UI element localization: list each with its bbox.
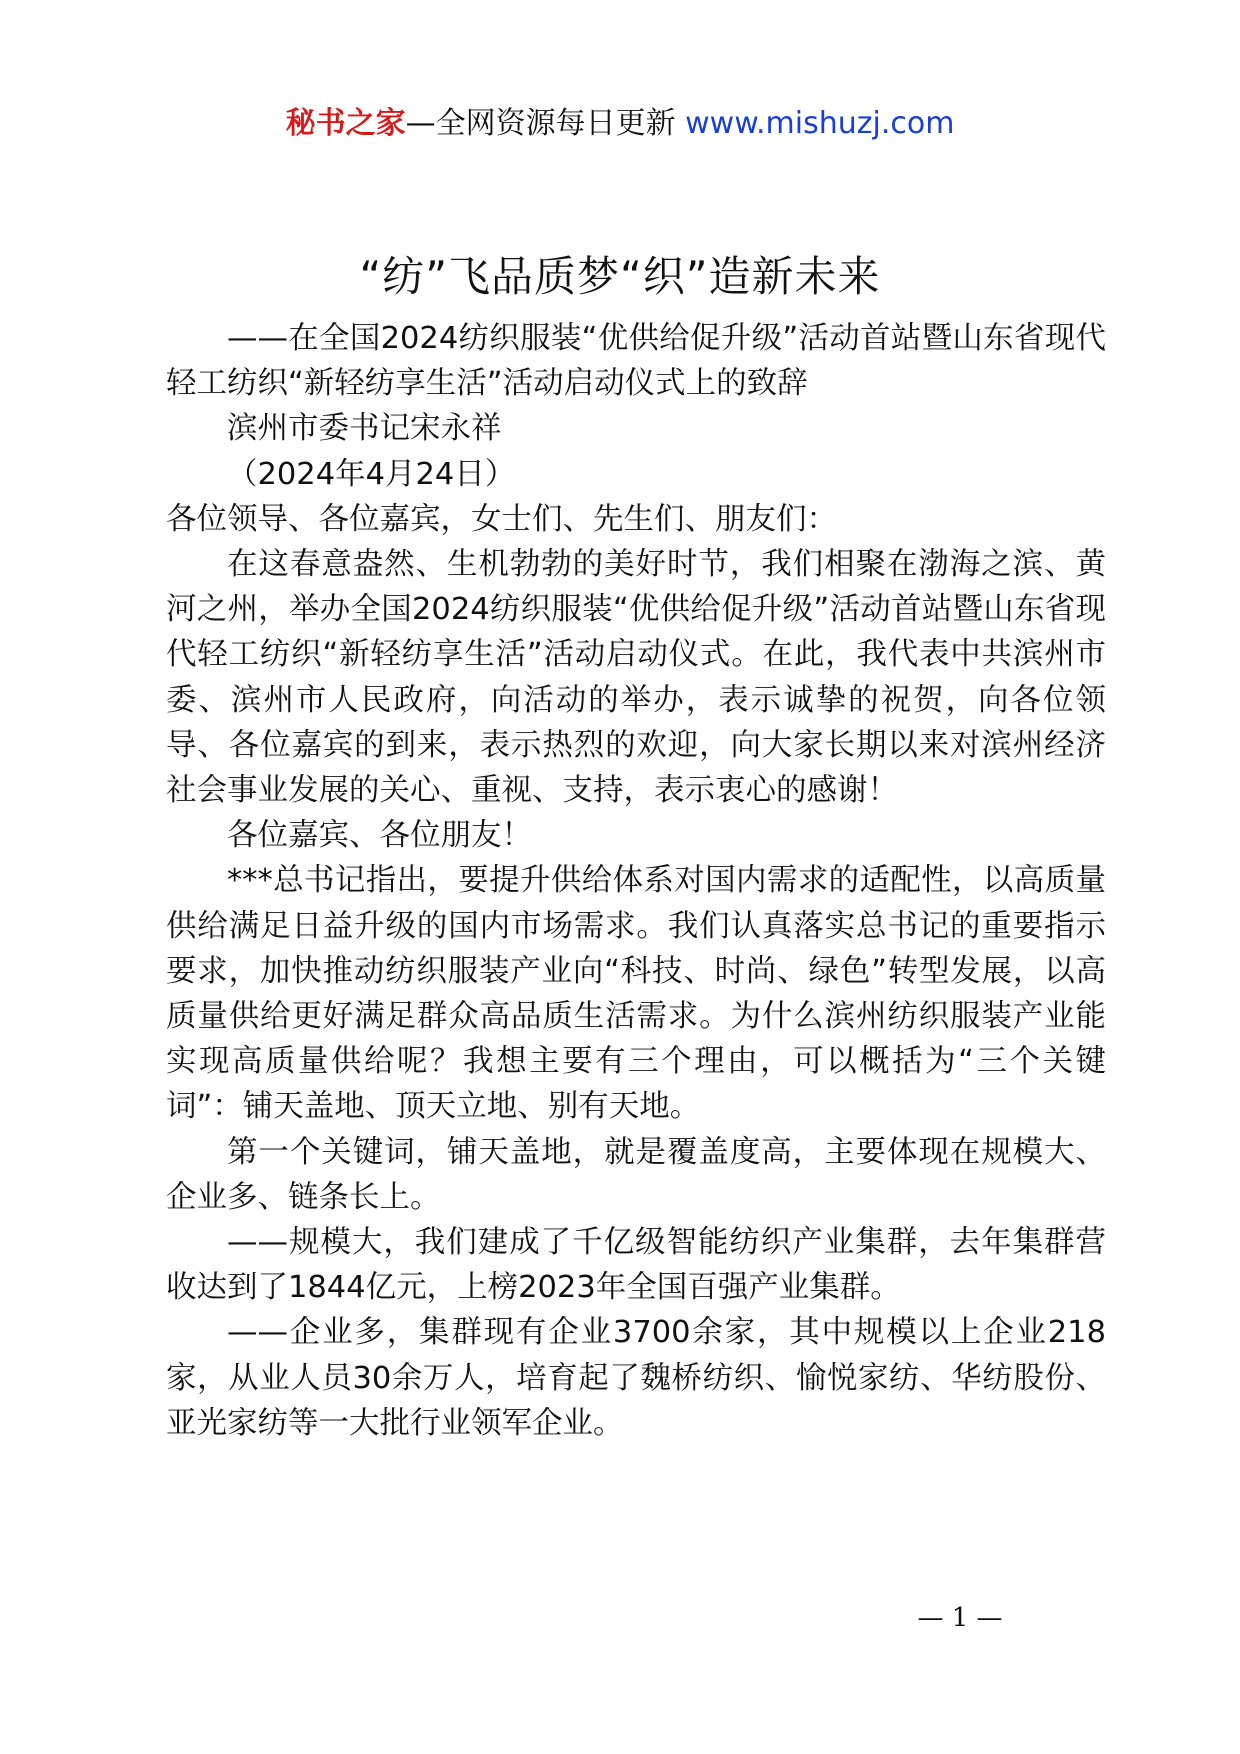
document-title: “纺”飞品质梦“织”造新未来 <box>359 252 881 301</box>
site-header <box>0 100 1240 148</box>
document-subtitle: ——在全国2024纺织服装“优供给促升级”活动首站暨山东省现代轻工纺织“新轻纺享生活”活动启动仪式上的致辞 <box>166 321 1106 402</box>
site-brand: 秘书之家 <box>285 106 406 141</box>
body-paragraph: ——规模大，我们建成了千亿级智能纺织产业集群，去年集群营收达到了1844亿元，上榜2023年全国百强产业集群。 <box>166 1225 1106 1306</box>
site-url-link[interactable]: www.mishuzj.com <box>685 106 955 141</box>
body-paragraph: 第一个关键词，铺天盖地，就是覆盖度高，主要体现在规模大、企业多、链条长上。 <box>166 1134 1106 1215</box>
body-paragraph: 各位嘉宾、各位朋友！ <box>227 818 532 854</box>
document-author: 滨州市委书记宋永祥 <box>227 411 502 447</box>
document-body <box>166 316 1106 1446</box>
body-paragraph: ***总书记指出，要提升供给体系对国内需求的适配性，以高质量供给满足日益升级的国内市场需求。我们认真落实总书记的重要指示要求，加快推动纺织服装产业向“科技、时尚、绿色”转型发展，以高质量供给更好满足群众高品质生活需求。为什么滨州纺织服装产业能实现高质量供给呢？我想主要有三个理由，可以概括为“三个关键词”：铺天盖地、顶天立地、别有天地。 <box>166 863 1106 1125</box>
body-paragraph: ——企业多，集群现有企业3700余家，其中规模以上企业218家，从业人员30余万人，培育起了魏桥纺织、愉悦家纺、华纺股份、亚光家纺等一大批行业领军企业。 <box>166 1315 1106 1441</box>
page-number: — 1 — <box>917 1603 1003 1633</box>
document-date: （2024年4月24日） <box>227 456 516 492</box>
site-tagline: —全网资源每日更新 <box>405 106 676 141</box>
body-paragraph: 在这春意盎然、生机勃勃的美好时节，我们相聚在渤海之滨、黄河之州，举办全国2024纺织服装“优供给促升级”活动首站暨山东省现代轻工纺织“新轻纺享生活”活动启动仪式。在此，我代表中共滨州市委、滨州市人民政府，向活动的举办，表示诚挚的祝贺，向各位领导、各位嘉宾的到来，表示热烈的欢迎，向大家长期以来对滨州经济社会事业发展的关心、重视、支持，表示衷心的感谢！ <box>166 547 1106 809</box>
document-salutation: 各位领导、各位嘉宾，女士们、先生们、朋友们： <box>166 501 837 537</box>
